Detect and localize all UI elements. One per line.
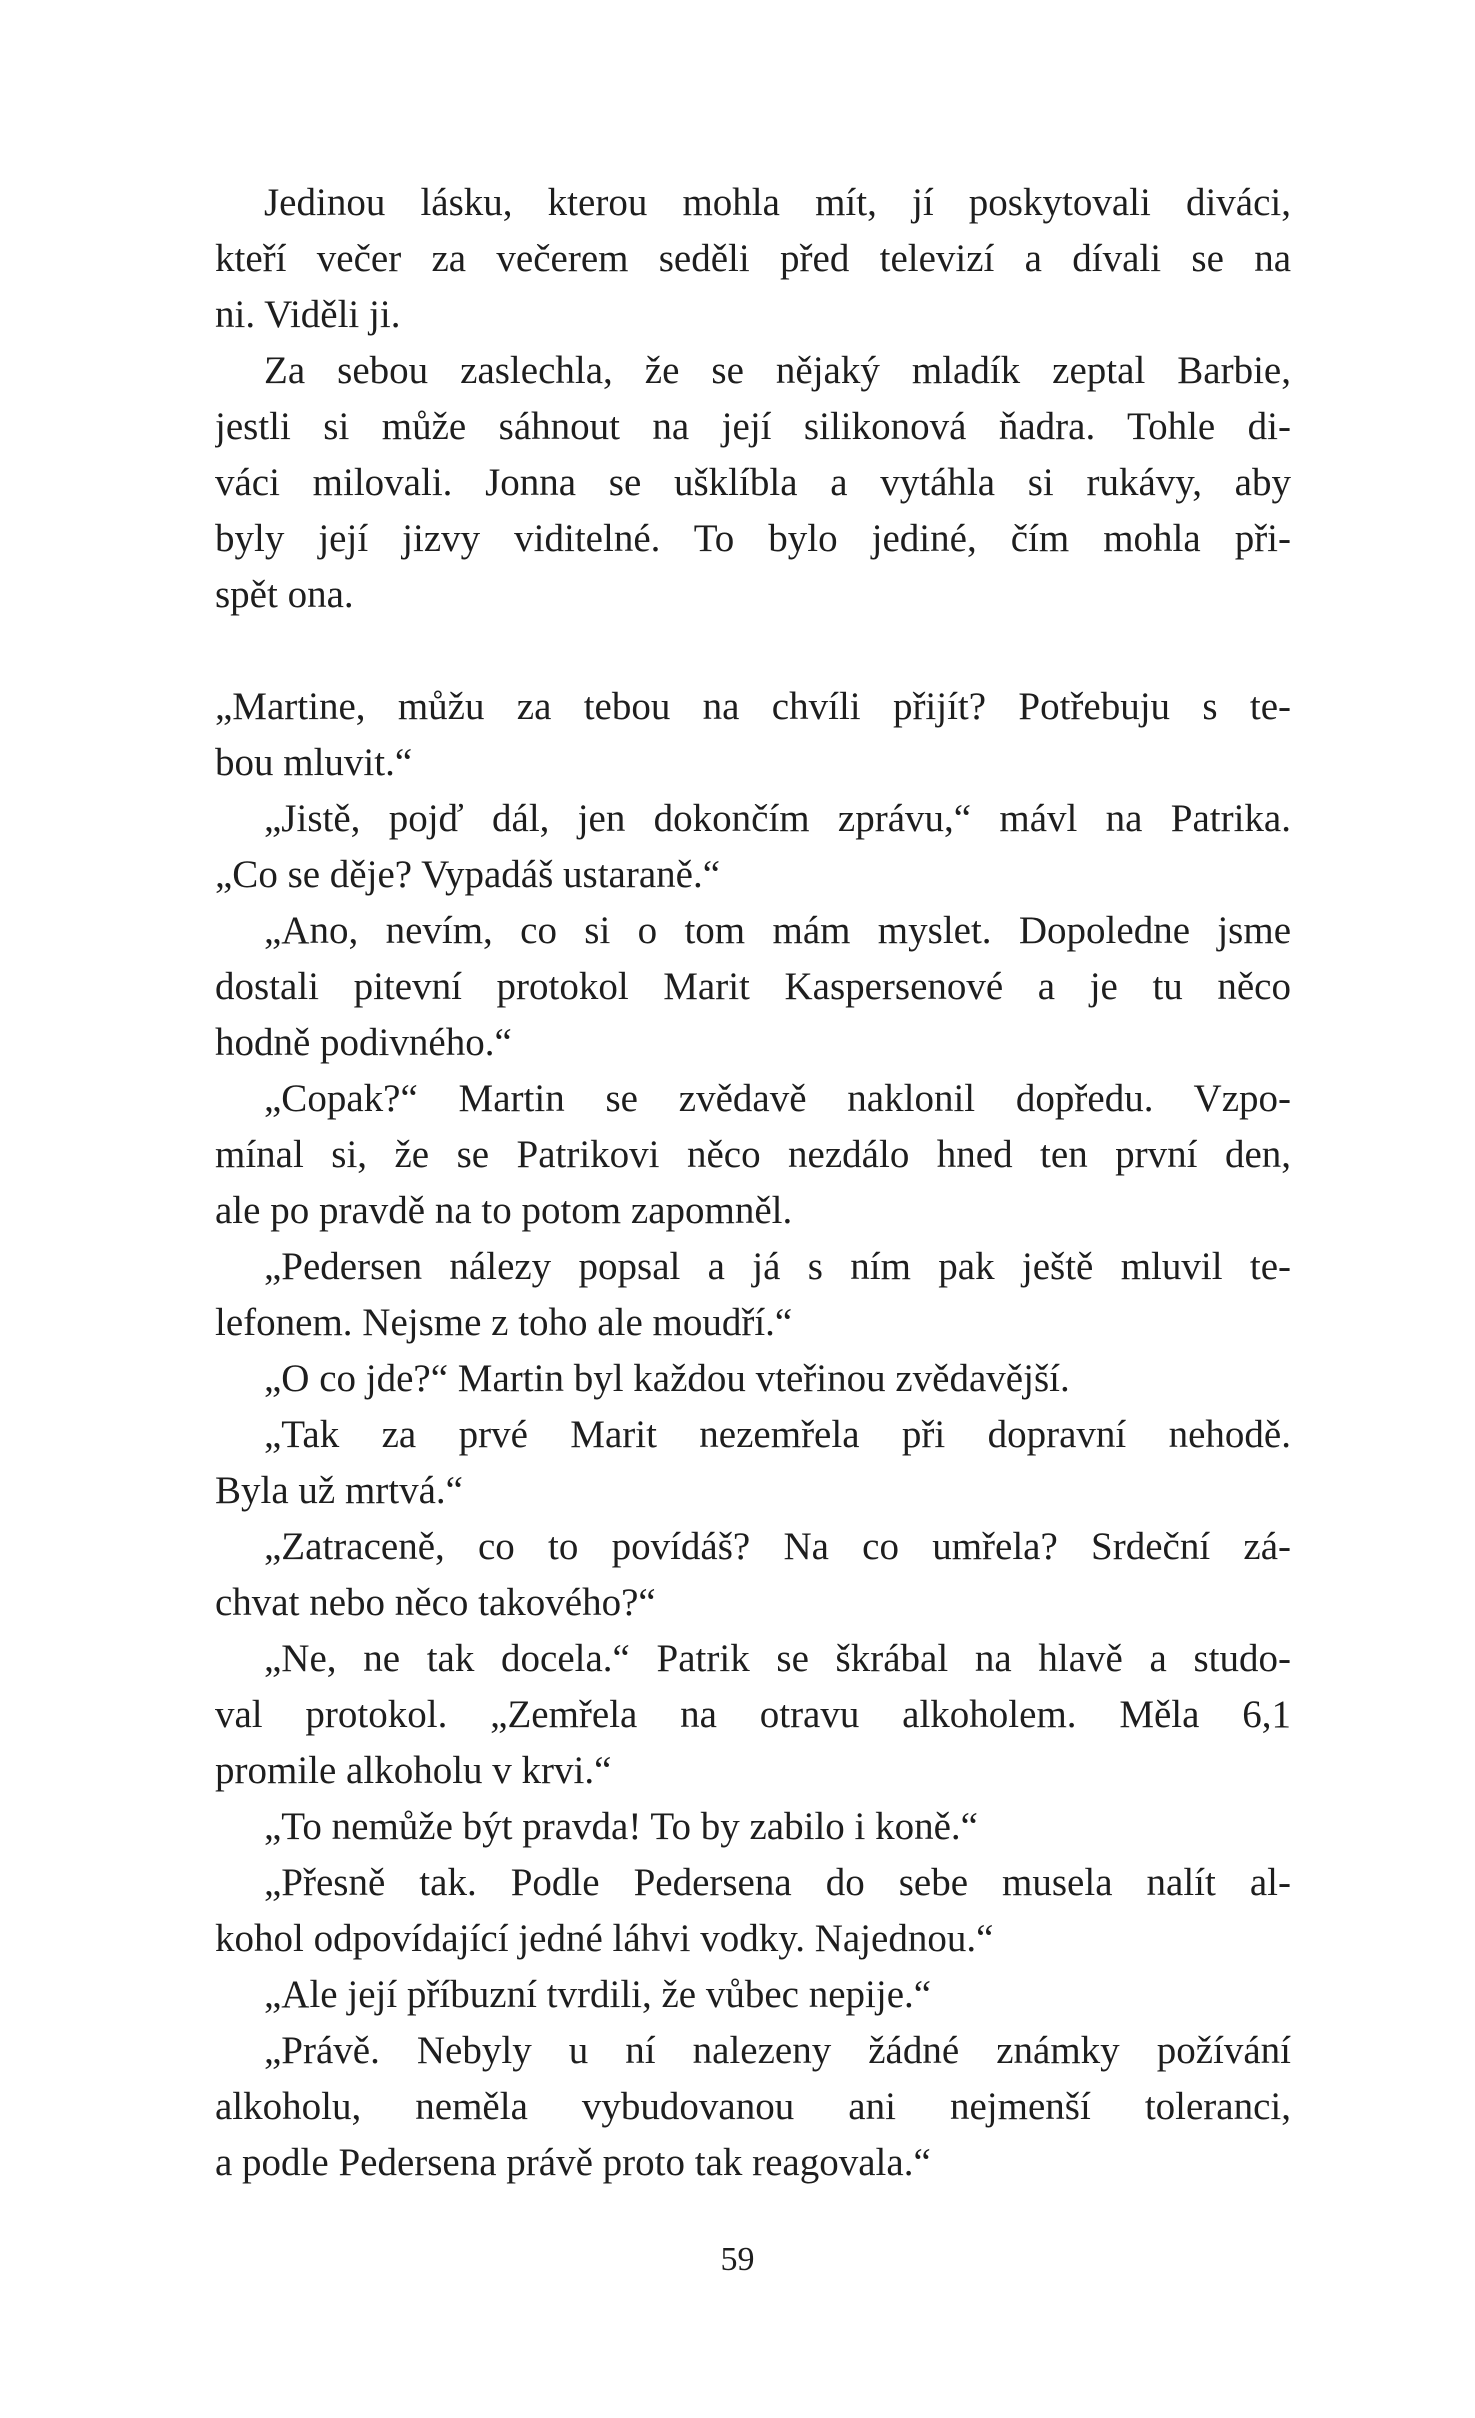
text-line: kteří večer za večerem seděli před televizí a dívali se na <box>215 237 1291 280</box>
text-line: „To nemůže být pravda! To by zabilo i koně.“ <box>264 1805 978 1848</box>
text-line: Byla už mrtvá.“ <box>215 1469 463 1512</box>
text-line: „Tak za prvé Marit nezemřela při dopravní nehodě. <box>264 1413 1291 1456</box>
text-line: „Přesně tak. Podle Pedersena do sebe musela nalít al- <box>264 1861 1291 1904</box>
text-line: alkoholu, neměla vybudovanou ani nejmenší toleranci, <box>215 2085 1291 2128</box>
text-line: „Jistě, pojď dál, jen dokončím zprávu,“ mávl na Patrika. <box>264 797 1291 840</box>
text-line: „Zatraceně, co to povídáš? Na co umřela? Srdeční zá- <box>264 1525 1291 1568</box>
text-line: bou mluvit.“ <box>215 741 413 784</box>
text-line: ale po pravdě na to potom zapomněl. <box>215 1189 793 1232</box>
text-line: jestli si může sáhnout na její silikonová ňadra. Tohle di- <box>215 405 1291 448</box>
text-line: mínal si, že se Patrikovi něco nezdálo hned ten první den, <box>215 1133 1291 1176</box>
text-line: chvat nebo něco takového?“ <box>215 1581 656 1624</box>
text-line: a podle Pedersena právě proto tak reagovala.“ <box>215 2141 931 2184</box>
text-line: „Ano, nevím, co si o tom mám myslet. Dopoledne jsme <box>264 909 1291 952</box>
text-line: „Ale její příbuzní tvrdili, že vůbec nepije.“ <box>264 1973 932 2016</box>
text-line: Za sebou zaslechla, že se nějaký mladík zeptal Barbie, <box>264 349 1291 392</box>
text-line: „O co jde?“ Martin byl každou vteřinou zvědavější. <box>264 1357 1070 1400</box>
text-line: váci milovali. Jonna se ušklíbla a vytáhla si rukávy, aby <box>215 461 1291 504</box>
text-line: „Co se děje? Vypadáš ustaraně.“ <box>215 853 721 896</box>
text-line: promile alkoholu v krvi.“ <box>215 1749 612 1792</box>
text-line: hodně podivného.“ <box>215 1021 512 1064</box>
text-line: lefonem. Nejsme z toho ale moudří.“ <box>215 1301 793 1344</box>
text-line: kohol odpovídající jedné láhvi vodky. Najednou.“ <box>215 1917 994 1960</box>
text-line: „Právě. Nebyly u ní nalezeny žádné známky požívání <box>264 2029 1291 2072</box>
text-line: spět ona. <box>215 573 354 616</box>
text-line: „Pedersen nálezy popsal a já s ním pak ještě mluvil te- <box>264 1245 1291 1288</box>
text-line: Jedinou lásku, kterou mohla mít, jí poskytovali diváci, <box>264 181 1291 224</box>
text-line: „Martine, můžu za tebou na chvíli přijít? Potřebuju s te- <box>215 685 1291 728</box>
text-line: „Copak?“ Martin se zvědavě naklonil dopředu. Vzpo- <box>264 1077 1291 1120</box>
text-line: ni. Viděli ji. <box>215 293 401 336</box>
text-line: byly její jizvy viditelné. To bylo jediné, čím mohla při- <box>215 517 1291 560</box>
text-line: dostali pitevní protokol Marit Kaspersenové a je tu něco <box>215 965 1291 1008</box>
text-line: „Ne, ne tak docela.“ Patrik se škrábal na hlavě a studo- <box>264 1637 1291 1680</box>
page-number: 59 <box>720 2241 755 2278</box>
text-line: val protokol. „Zemřela na otravu alkoholem. Měla 6,1 <box>215 1693 1291 1736</box>
